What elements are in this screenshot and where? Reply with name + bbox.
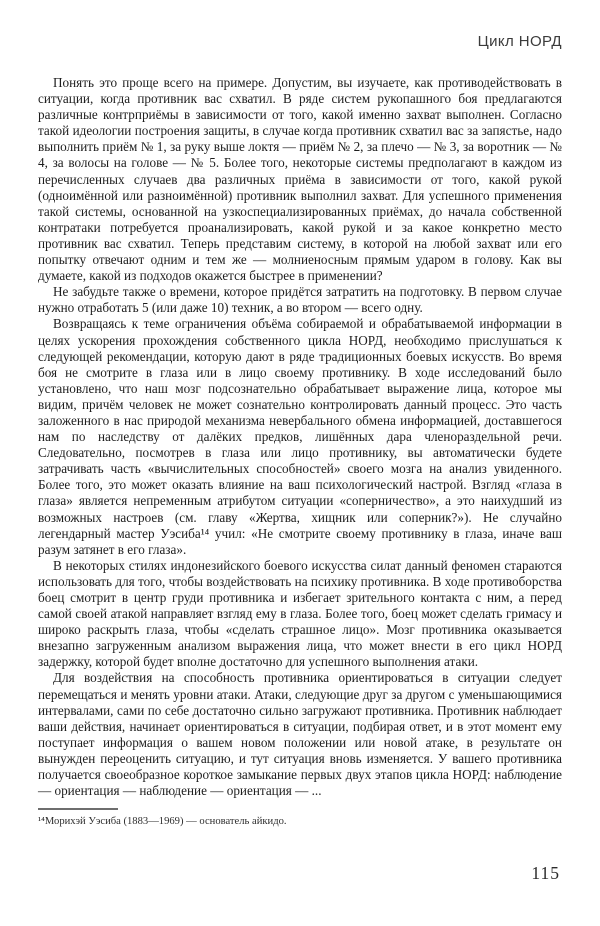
footnote [38, 815, 562, 828]
body-paragraph-2: Не забудьте также о времени, которое придётся затратить на подготовку. В первом случае нужно отработать 5 (или даже 10) техник, а во втором — всего одну. [38, 284, 562, 316]
body-paragraph-4: В некоторых стилях индонезийского боевого искусства силат данный феномен стараются использовать для того, чтобы воздействовать на психику противника. В ходе противоборства боец смотрит в центр груди противника и избегает зрительного контакта с ним, а перед самой своей атакой направляет взгляд ему в глаза. Более того, боец может сделать гримасу и широко раскрыть глаза, чтобы «сделать страшное лицо». Мозг противника оказывается внезапно загруженным анализом выражения лица, что может внести в его цикл НОРД задержку, которой будет вполне достаточно для успешного выполнения атаки. [38, 557, 562, 670]
body-paragraph-3: Возвращаясь к теме ограничения объёма собираемой и обрабатываемой информации в целях ускорения прохождения собственного цикла НОРД, необходимо прислушаться к следующей рекомендации, которую дают в ряде традиционных боевых искусств. Во время боя не смотрите в глаза или в лицо своему противнику. В ходе исследований было установлено, что наш мозг подсознательно обрабатывает выражение лица, которое мы видим, причём человек не может сознательно контролировать данный процесс. Это часть заложенного в нас природой механизма невербального обмена информацией, доставшегося нам по наследству от далёких предков, лишённых дара членораздельной речи. Следовательно, посмотрев в глаза или лицо противнику, вы автоматически будете затрачивать часть «вычислительных способностей» своего мозга на анализ увиденного. Более того, это может оказать влияние на ваш психологический настрой. Взгляд «глаза в глаза» является непременным атрибутом ситуации «соперничество», а это наихудший из возможных настроев (см. главу «Жертва, хищник или соперник?»). Не случайно легендарный мастер Уэсиба¹⁴ учил: «Не смотрите своему противнику в глаза, иначе ваш разум затянет в его глаза». [38, 316, 562, 557]
running-header: Цикл НОРД [477, 33, 562, 50]
body-paragraph-1: Понять это проще всего на примере. Допустим, вы изучаете, как противодействовать в ситуации, когда противник вас схватил. В ряде систем рукопашного боя предлагаются различные контрприёмы в зависимости от того, какой именно захват выполнен. Согласно такой идеологии построения защиты, в случае когда противник схватил вас за запястье, надо выполнить приём № 1, за руку выше локтя — приём № 2, за плечо — № 3, за воротник — № 4, за волосы на голове — № 5. Более того, некоторые системы предполагают в каждом из перечисленных случаев два различных приёма в зависимости от того, какой рукой (одноимённой или разноимённой) противник выполнил захват. Для успешного применения такой системы, основанной на узкоспециализированных приёмах, до начала собственной контратаки потребуется проанализировать, какой рукой и за какое конкретно место противник вас схватил. Теперь представим систему, в которой на любой захват или его попытку отвечают одним и тем же — молниеносным прямым ударом в голову. Как вы думаете, какой из подходов окажется быстрее в применении? [38, 75, 562, 284]
page-body [38, 75, 562, 799]
footnote-marker: ¹⁴ [38, 816, 45, 828]
footnote-divider [38, 808, 118, 810]
body-paragraph-5: Для воздействия на способность противника ориентироваться в ситуации следует перемещаться и менять уровни атаки. Атаки, следующие друг за другом с уменьшающимися интервалами, сами по себе достаточно сильно загружают противника. Противник наблюдает ваши действия, начинает ориентироваться в ситуации, подбирая ответ, и в этот момент ему поступает информация о вашем новом положении или новой атаке, в результате он вынужден переоценить ситуацию, и тут ситуация вновь изменяется. У вашего противника получается своеобразное короткое замыкание первых двух этапов цикла НОРД: наблюдение — ориентация — наблюдение — ориентация — ... [38, 670, 562, 799]
footnote-text: Морихэй Уэсиба (1883—1969) — основатель айкидо. [44, 816, 287, 828]
footnote-block [38, 808, 562, 828]
page-number: 115 [531, 863, 560, 883]
